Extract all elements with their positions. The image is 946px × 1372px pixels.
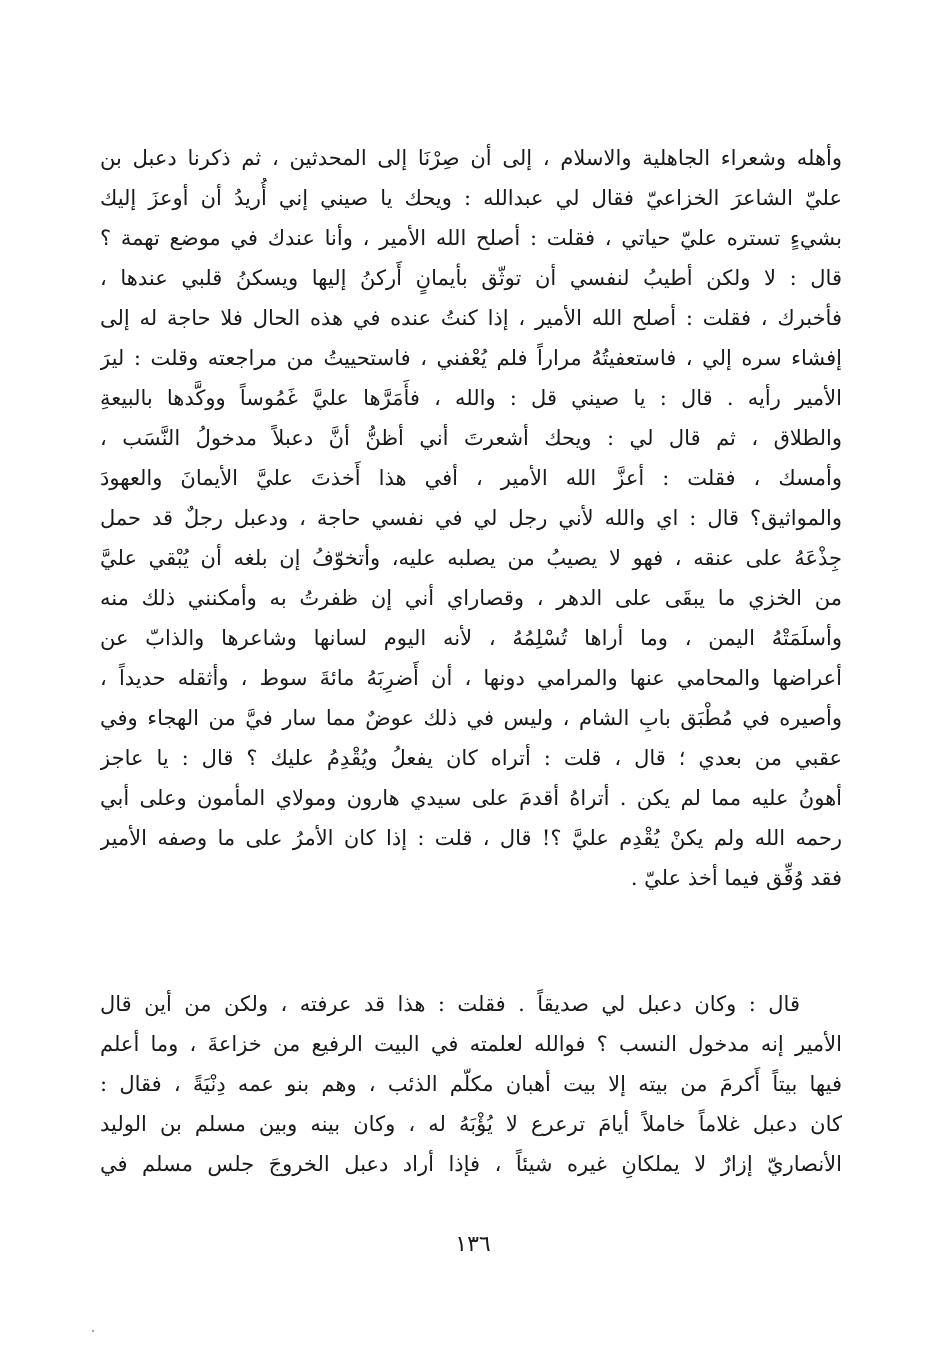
text-line: قال : وكان دعبل لي صديقاً . فقلت : هذا قد عرفته ، ولكن من أين قال <box>100 992 800 1016</box>
text-line: والطلاق ، ثم قال لي : ويحك أشعرتَ أني أظنُّ أنَّ دعبلاً مدخولُ النَّسَب ، <box>100 426 842 450</box>
text-line: بشيءٍ تستره عليّ حياتي ، فقلت : أصلح الله الأمير ، وأنا عندك في موضع تهمة ؟ <box>100 226 842 250</box>
text-line: قال : لا ولكن أطيبُ لنفسي أن توثّق بأيمانٍ أَركنُ إليها ويسكنُ قلبي عندها ، <box>100 266 842 290</box>
scan-speck <box>92 1330 94 1332</box>
text-line: الأمير إنه مدخول النسب ؟ فوالله لعلمته في البيت الرفيع من خزاعةَ ، وما أعلم <box>100 1032 842 1056</box>
text-line: وأصيره في مُطْبَق بابِ الشام ، وليس في ذلك عوضٌ مما سار فيَّ من الهجاء وفي <box>100 706 842 730</box>
text-line: الأمير رأيه . قال : يا صيني قل : والله ، فأَمَرَّها عليَّ غَمُوساً ووكَّدها بالبيعةِ <box>100 386 842 410</box>
text-line: فيها بيتاً أَكرمَ من بيته إلا بيت أهبان مكلّم الذئب ، وهم بنو عمه دِنْيَةً ، فقال : <box>100 1072 842 1096</box>
paragraph-1 <box>100 138 842 898</box>
paragraph-2 <box>100 984 842 1184</box>
text-line: والمواثيق؟ قال : اي والله لأني رجل لي في نفسي حاجة ، ودعبل رجلٌ قد حمل <box>100 506 842 530</box>
text-line: من الخزي ما يبقَى على الدهر ، وقصاراي أني إن ظفرتُ به وأمكنني ذلك منه <box>100 586 842 610</box>
text-line: وأمسك ، فقلت : أعزَّ الله الأمير ، أفي هذا أَخذتَ عليَّ الأيمانَ والعهودَ <box>100 466 842 490</box>
text-line: عقبي من بعدي ؛ قال ، قلت : أتراه كان يفعلُ ويُقْدِمُ عليك ؟ قال : يا عاجز <box>100 746 842 770</box>
text-line: فأخبرك ، فقلت : أصلح الله الأمير ، إذا كنتُ عنده في هذه الحال فلا حاجة له إلى <box>100 306 842 330</box>
page-number: ١٣٦ <box>455 1232 491 1257</box>
text-line: الأنصاريّ إزارٌ لا يملكانِ غيره شيئاً ، فإذا أراد دعبل الخروجَ جلس مسلم في <box>100 1152 842 1176</box>
text-line: وأسلَمَتْهُ اليمن ، وما أراها تُسْلِمُهُ ، لأنه اليوم لسانها وشاعرها والذابّ عن <box>100 626 842 650</box>
text-line: وأهله وشعراء الجاهلية والاسلام ، إلى أن صِرْنَا إلى المحدثين ، ثم ذكرنا دعبل بن <box>100 146 842 170</box>
text-line: رحمه الله ولم يكنْ يُقْدِم عليَّ ؟! قال ، قلت : إذا كان الأمرُ على ما وصفه الأمير <box>100 826 842 850</box>
text-line: إفشاء سره إلي ، فاستعفيتُهُ مراراً فلم يُعْفني ، فاستحييتُ من مراجعته وقلت : ليرَ <box>100 346 842 370</box>
text-line: عليّ الشاعرَ الخزاعيّ فقال لي عبدالله : ويحك يا صيني إني أُريدُ أن أوعزَ إليك <box>100 186 842 210</box>
text-line: أعراضها والمحامي عنها والمرامي دونها ، أن أَضرِبَهُ مائةَ سوط ، وأثقله حديداً ، <box>100 666 842 690</box>
text-line: كان دعبل غلاماً خاملاً أيامَ ترعرع لا يُؤْبَهُ له ، وكان بينه وبين مسلم بن الوليد <box>100 1112 842 1136</box>
text-line: فقد وُفِّق فيما أخذ عليّ . <box>630 866 842 890</box>
text-line: جِذْعَهُ على عنقه ، فهو لا يصيبُ من يصلبه عليه، وأتخوّفُ إن بلغه أن يُبْقي عليَّ <box>100 546 842 570</box>
text-line: أهونُ عليه مما لم يكن . أتراهُ أقدمَ على سيدي هارون ومولاي المأمون وعلى أبي <box>100 786 842 810</box>
